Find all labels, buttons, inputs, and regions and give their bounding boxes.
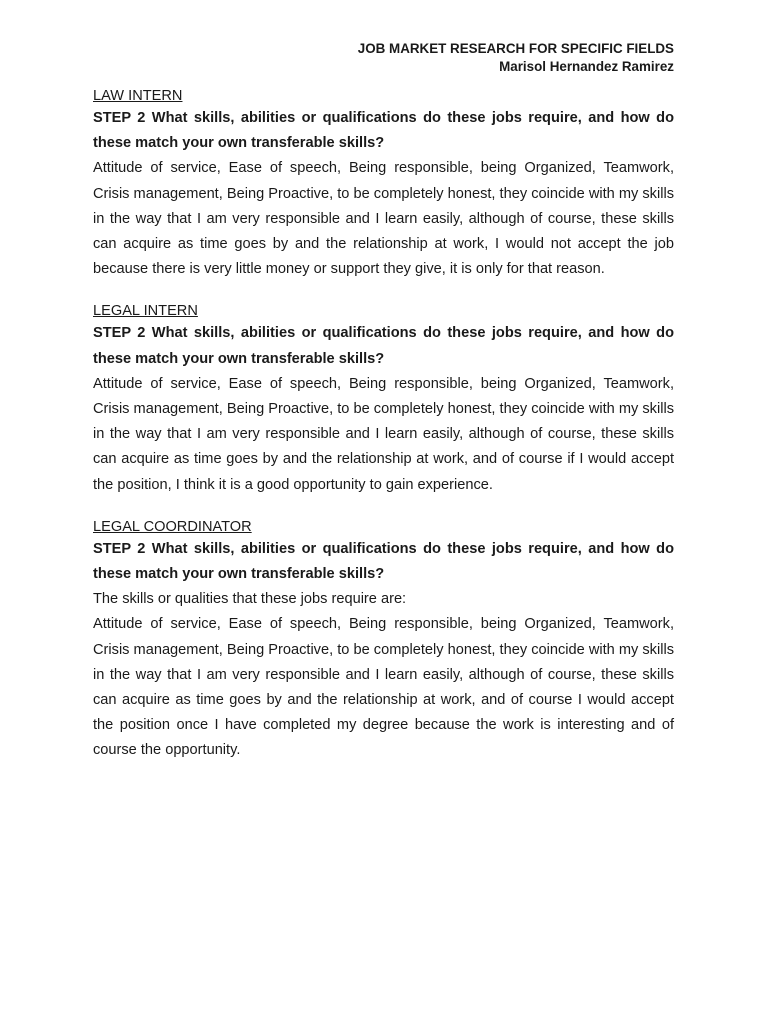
document-page [93, 40, 674, 764]
section-title: LAW INTERN [93, 88, 183, 104]
section-answer: Attitude of service, Ease of speech, Being responsible, being Organized, Teamwork, Crisis management, Being Proactive, to be completely honest, they coincide with my skills in the way that I am very responsible and I learn easily, although of course, these skills can acquire as time goes by and the relationship at work, I would not accept the job because there is very little money or support they give, it is only for that reason. [93, 160, 674, 278]
section-answer: Attitude of service, Ease of speech, Being responsible, being Organized, Teamwork, Crisis management, Being Proactive, to be completely honest, they coincide with my skills in the way that I am very responsible and I learn easily, although of course, these skills can acquire as time goes by and the relationship at work, and of course if I would accept the position, I think it is a good opportunity to gain experience. [93, 375, 674, 493]
section-title: LEGAL INTERN [93, 303, 198, 320]
document-header [93, 40, 674, 76]
section-question: STEP 2 What skills, abilities or qualifications do these jobs require, and how do these match your own transferable skills? [93, 110, 674, 152]
section-question: STEP 2 What skills, abilities or qualifications do these jobs require, and how do these match your own transferable skills? [93, 325, 674, 367]
section-intro: The skills or qualities that these jobs require are: [93, 591, 407, 608]
section-answer: Attitude of service, Ease of speech, Being responsible, being Organized, Teamwork, Crisis management, Being Proactive, to be completely honest, they coincide with my skills in the way that I am very responsible and I learn easily, although of course, these skills can acquire as time goes by and the relationship at work, and of course I would accept the position once I have completed my degree because the work is interesting and of course the opportunity. [93, 616, 674, 759]
section-title: LEGAL COORDINATOR [93, 518, 252, 535]
section-legal-intern [93, 301, 674, 497]
document-title: JOB MARKET RESEARCH FOR SPECIFIC FIELDS [357, 41, 674, 56]
section-question: STEP 2 What skills, abilities or qualifications do these jobs require, and how do these match your own transferable skills? [93, 540, 674, 583]
section-law-intern [93, 86, 674, 282]
section-legal-coordinator [93, 517, 674, 764]
document-author: Marisol Hernandez Ramirez [499, 59, 674, 74]
